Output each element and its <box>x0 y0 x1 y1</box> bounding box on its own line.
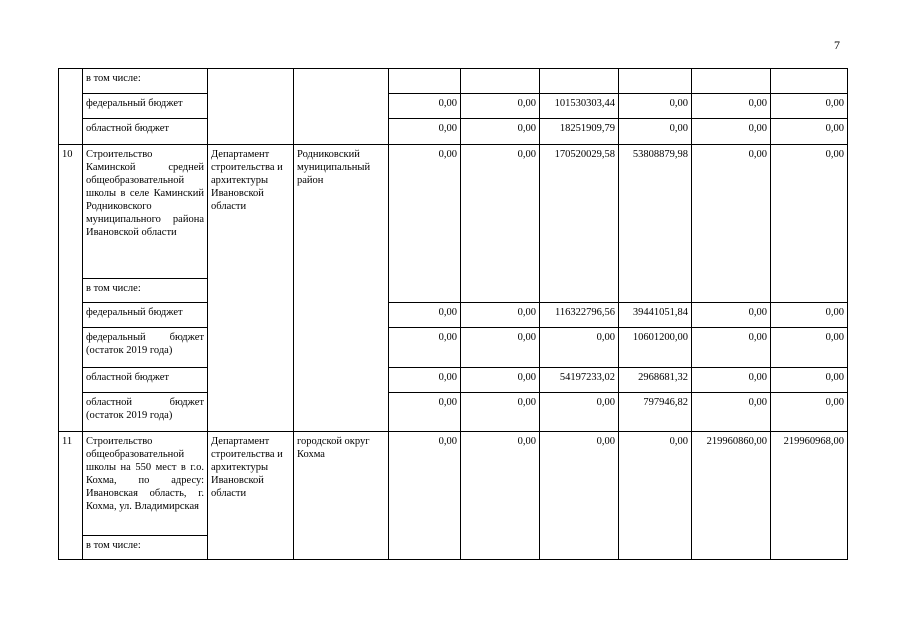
index-cell <box>59 69 83 145</box>
incl-label: в том числе: <box>83 536 208 560</box>
value-cell: 0,00 <box>389 368 461 393</box>
value-cell: 0,00 <box>692 393 771 432</box>
value-cell: 0,00 <box>540 328 619 368</box>
value-cell: 0,00 <box>461 119 540 145</box>
value-cell: 0,00 <box>692 368 771 393</box>
value-cell: 0,00 <box>389 393 461 432</box>
value-cell: 2968681,32 <box>619 368 692 393</box>
row-label: федеральный бюджет <box>83 303 208 328</box>
item-name: Строительство Каминской средней общеобразовательной школы в селе Каминский Родниковского муниципального района Ивановской области <box>83 145 208 279</box>
value-cell: 0,00 <box>389 328 461 368</box>
value-cell: 53808879,98 <box>619 145 692 303</box>
executor-cell: Департамент строительства и архитектуры Ивановской области <box>208 145 294 432</box>
value-cell: 0,00 <box>692 303 771 328</box>
value-cell: 0,00 <box>389 303 461 328</box>
value-cell: 0,00 <box>771 368 848 393</box>
value-cell: 10601200,00 <box>619 328 692 368</box>
page-number: 7 <box>834 38 840 52</box>
row-label: федеральный бюджет <box>83 94 208 119</box>
value-cell: 0,00 <box>461 368 540 393</box>
value-cell: 54197233,02 <box>540 368 619 393</box>
value-cell: 0,00 <box>692 145 771 303</box>
value-cell: 0,00 <box>389 119 461 145</box>
value-cell: 0,00 <box>692 119 771 145</box>
value-cell: 0,00 <box>771 328 848 368</box>
value-cell: 0,00 <box>540 432 619 560</box>
table-row <box>59 393 848 432</box>
table-row <box>59 303 848 328</box>
value-cell: 0,00 <box>461 432 540 560</box>
value-cell: 0,00 <box>692 328 771 368</box>
value-cell: 39441051,84 <box>619 303 692 328</box>
row-label: областной бюджет <box>83 368 208 393</box>
table-row <box>59 119 848 145</box>
value-cell: 0,00 <box>771 145 848 303</box>
value-cell <box>692 69 771 94</box>
table-row <box>59 368 848 393</box>
table-row <box>59 69 848 94</box>
value-cell: 0,00 <box>619 94 692 119</box>
value-cell <box>619 69 692 94</box>
value-cell: 797946,82 <box>619 393 692 432</box>
value-cell <box>540 69 619 94</box>
value-cell <box>461 69 540 94</box>
value-cell: 0,00 <box>461 328 540 368</box>
value-cell: 0,00 <box>771 393 848 432</box>
incl-label: в том числе: <box>83 279 208 303</box>
value-cell: 0,00 <box>389 432 461 560</box>
value-cell: 0,00 <box>389 94 461 119</box>
item-number: 11 <box>59 432 83 560</box>
value-cell <box>389 69 461 94</box>
value-cell: 0,00 <box>461 393 540 432</box>
row-label: областной бюджет (остаток 2019 года) <box>83 393 208 432</box>
value-cell <box>771 69 848 94</box>
value-cell: 116322796,56 <box>540 303 619 328</box>
executor-cell: Департамент строительства и архитектуры Ивановской области <box>208 432 294 560</box>
value-cell: 0,00 <box>619 119 692 145</box>
item-number: 10 <box>59 145 83 432</box>
territory-cell <box>294 69 389 145</box>
table-row <box>59 432 848 536</box>
value-cell: 0,00 <box>461 303 540 328</box>
value-cell: 0,00 <box>540 393 619 432</box>
table-row <box>59 94 848 119</box>
territory-cell: Родниковский муниципальный район <box>294 145 389 432</box>
value-cell: 219960860,00 <box>692 432 771 560</box>
value-cell: 0,00 <box>461 94 540 119</box>
table-row <box>59 328 848 368</box>
territory-cell: городской округ Кохма <box>294 432 389 560</box>
value-cell: 0,00 <box>692 94 771 119</box>
incl-label: в том числе: <box>83 69 208 94</box>
value-cell: 0,00 <box>771 119 848 145</box>
value-cell: 0,00 <box>389 145 461 303</box>
value-cell: 170520029,58 <box>540 145 619 303</box>
value-cell: 18251909,79 <box>540 119 619 145</box>
item-name: Строительство общеобразовательной школы на 550 мест в г.о. Кохма, по адресу: Ивановская область, г. Кохма, ул. Владимирская <box>83 432 208 536</box>
value-cell: 0,00 <box>619 432 692 560</box>
row-label: федеральный бюджет (остаток 2019 года) <box>83 328 208 368</box>
value-cell: 0,00 <box>461 145 540 303</box>
table-row <box>59 145 848 279</box>
budget-table <box>58 68 848 560</box>
value-cell: 0,00 <box>771 303 848 328</box>
row-label: областной бюджет <box>83 119 208 145</box>
value-cell: 101530303,44 <box>540 94 619 119</box>
value-cell: 0,00 <box>771 94 848 119</box>
value-cell: 219960968,00 <box>771 432 848 560</box>
executor-cell <box>208 69 294 145</box>
